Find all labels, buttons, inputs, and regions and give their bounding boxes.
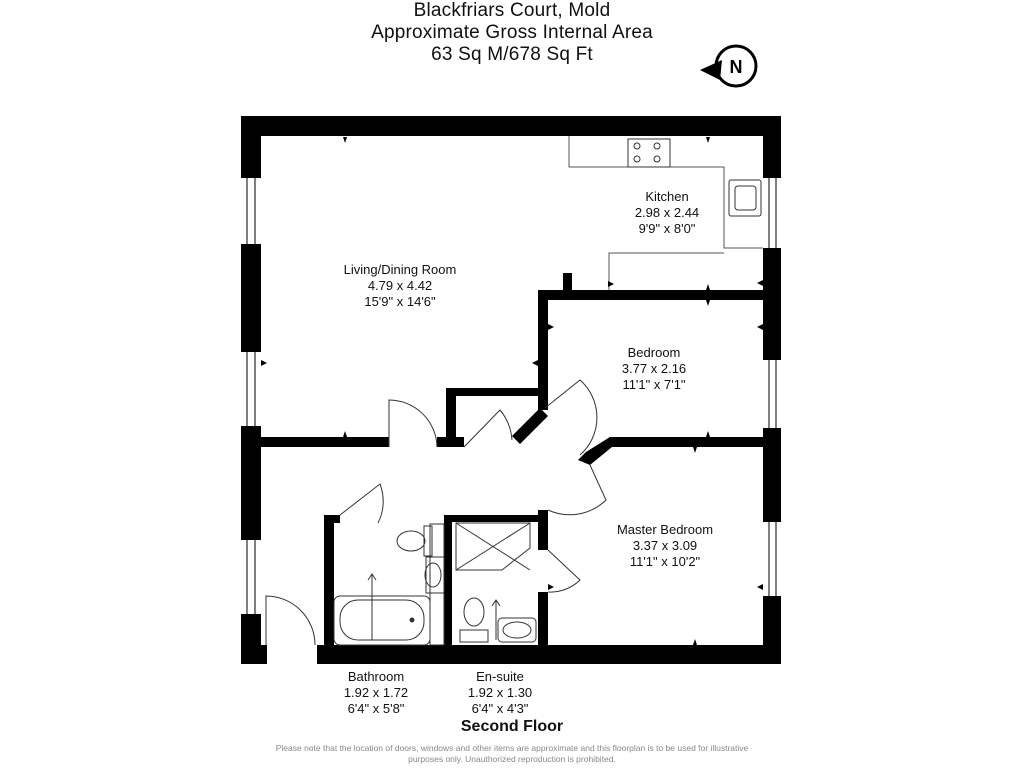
room-metric: 3.37 x 3.09 [632,538,698,553]
room-metric: 3.77 x 2.16 [621,361,687,376]
room-imperial: 11'1" x 7'1" [622,377,686,392]
room-en-suite [450,669,550,717]
bath-icon [334,574,430,645]
room-name: En-suite [476,669,524,684]
room-bathroom [326,669,426,717]
room-name: Master Bedroom [616,522,714,537]
room-imperial: 15'9" x 14'6" [364,294,436,309]
room-name: Kitchen [645,189,689,204]
room-name: Bedroom [627,345,681,360]
shower-icon [456,523,530,570]
disclaimer-line-2: purposes only. Unauthorized reproduction is prohibited. [408,754,616,764]
room-name: Living/Dining Room [343,262,457,277]
room-living-dining [320,262,480,310]
north-arrow-icon [700,46,756,86]
room-imperial: 6'4" x 4'3" [471,701,529,716]
room-master-bedroom [600,522,730,570]
ensuite-basin-icon [498,618,536,642]
compass-letter: N [729,57,743,77]
floor-label: Second Floor [460,718,564,735]
room-imperial: 11'1" x 10'2" [629,554,701,569]
room-metric: 1.92 x 1.30 [467,685,533,700]
interior-walls [261,273,763,645]
room-metric: 4.79 x 4.42 [367,278,433,293]
property-title: Blackfriars Court, Mold [413,0,611,21]
room-name: Bathroom [347,669,405,684]
room-metric: 2.98 x 2.44 [634,205,700,220]
room-imperial: 9'9" x 8'0" [638,221,696,236]
kitchen-sink-icon [729,180,761,216]
ensuite-toilet-icon [460,598,500,642]
disclaimer [0,743,1024,765]
room-metric: 1.92 x 1.72 [343,685,409,700]
disclaimer-line-1: Please note that the location of doors, windows and other items are approximate and this floorplan is to be used for illustrative [275,743,749,753]
room-bedroom [600,345,708,393]
room-imperial: 6'4" x 5'8" [347,701,405,716]
basin-icon [425,557,444,593]
toilet-icon [397,526,432,556]
room-kitchen [615,189,719,237]
door-swings [266,380,606,645]
area-subtitle: Approximate Gross Internal Area [371,22,653,43]
area-value: 63 Sq M/678 Sq Ft [431,44,593,65]
hob-icon [628,139,670,167]
